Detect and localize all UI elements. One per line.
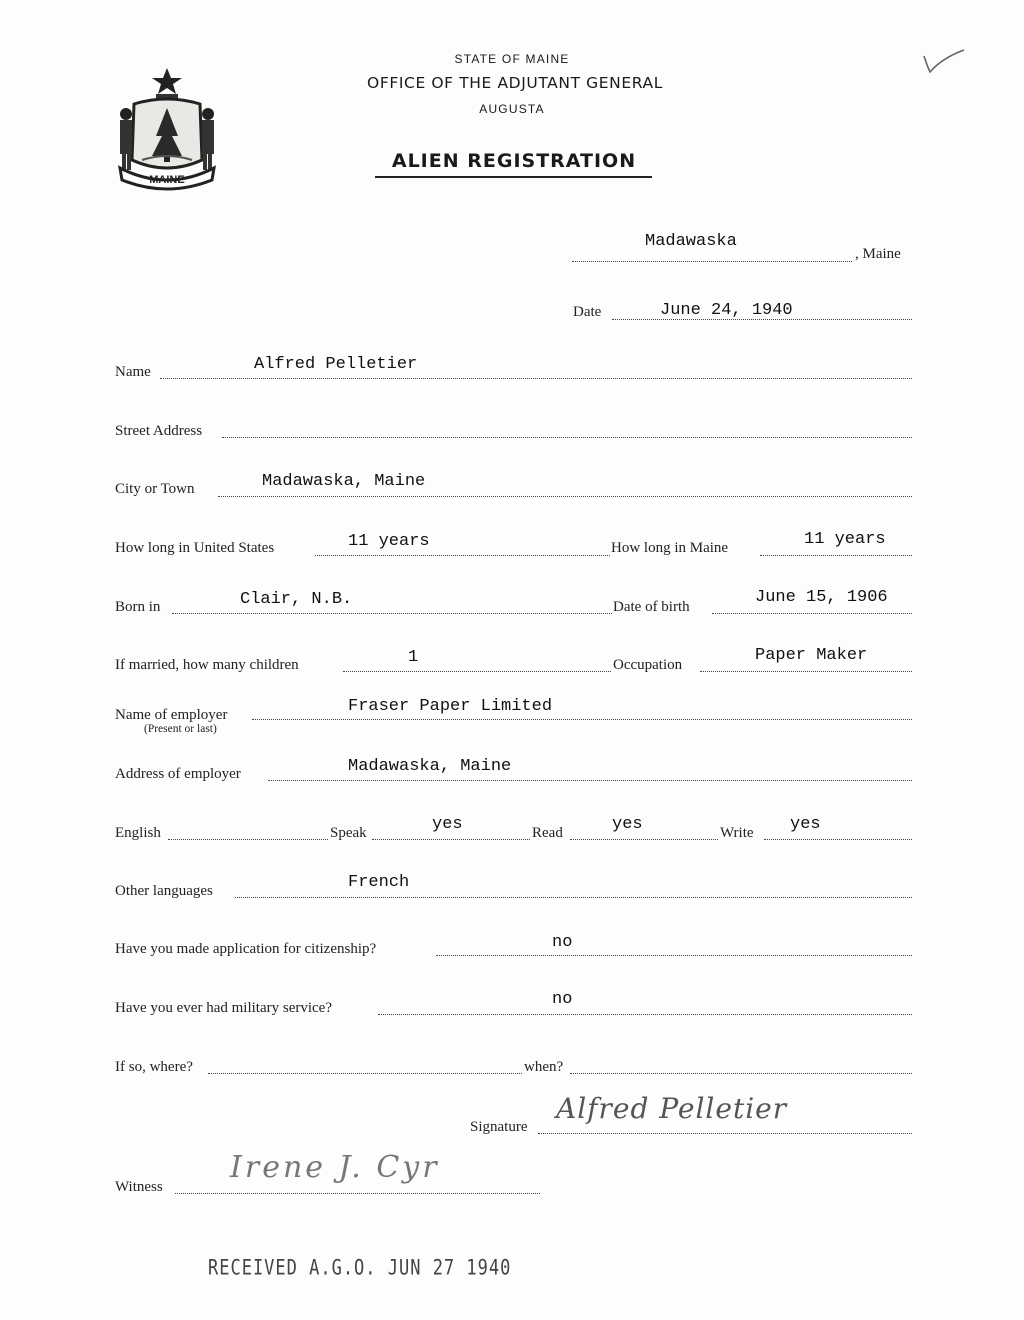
city-value: Madawaska, Maine bbox=[262, 472, 426, 491]
write-value: yes bbox=[790, 815, 821, 834]
years-maine-value: 11 years bbox=[804, 530, 886, 549]
military-line bbox=[378, 1014, 912, 1015]
citizenship-value: no bbox=[552, 933, 573, 952]
signature-value: Alfred Pelletier bbox=[556, 1092, 788, 1125]
page-title: ALIEN REGISTRATION bbox=[391, 150, 637, 172]
employer-value: Fraser Paper Limited bbox=[348, 697, 553, 716]
years-maine-line bbox=[760, 555, 912, 556]
city-line bbox=[218, 496, 912, 497]
maine-state-seal-icon bbox=[112, 64, 222, 192]
town-value: Madawaska bbox=[645, 232, 737, 251]
dob-line bbox=[712, 613, 912, 614]
date-value: June 24, 1940 bbox=[660, 301, 793, 320]
english-label: English bbox=[115, 825, 161, 841]
street-label: Street Address bbox=[115, 423, 203, 439]
military-value: no bbox=[552, 990, 573, 1009]
occupation-label: Occupation bbox=[613, 657, 683, 673]
city-label: City or Town bbox=[115, 481, 195, 497]
born-line bbox=[172, 613, 612, 614]
dob-value: June 15, 1906 bbox=[755, 588, 888, 607]
header-city: AUGUSTA bbox=[479, 102, 545, 116]
seal-motto-text: MAINE bbox=[149, 174, 185, 186]
born-value: Clair, N.B. bbox=[240, 590, 353, 609]
other-languages-line bbox=[235, 897, 912, 898]
read-value: yes bbox=[612, 815, 643, 834]
signature-line bbox=[538, 1133, 912, 1134]
military-label: Have you ever had military service? bbox=[115, 1000, 332, 1016]
name-label: Name bbox=[115, 364, 151, 380]
when-label: when? bbox=[524, 1059, 564, 1075]
english-line bbox=[168, 839, 328, 840]
occupation-value: Paper Maker bbox=[755, 646, 868, 665]
years-us-label: How long in United States bbox=[115, 540, 275, 556]
witness-line bbox=[175, 1193, 540, 1194]
received-stamp: RECEIVED A.G.O. JUN 27 1940 bbox=[208, 1255, 512, 1281]
citizenship-label: Have you made application for citizenship? bbox=[115, 941, 377, 957]
employer-line bbox=[252, 719, 912, 720]
read-label: Read bbox=[532, 825, 563, 841]
town-line bbox=[572, 261, 852, 262]
header-office: OFFICE OF THE ADJUTANT GENERAL bbox=[367, 74, 663, 92]
name-value: Alfred Pelletier bbox=[254, 355, 418, 374]
when-line bbox=[570, 1073, 912, 1074]
employer-label: Name of employer bbox=[115, 707, 228, 723]
employer-address-line bbox=[268, 780, 912, 781]
children-value: 1 bbox=[408, 648, 419, 667]
employer-address-label: Address of employer bbox=[115, 766, 241, 782]
born-label: Born in bbox=[115, 599, 161, 615]
children-label: If married, how many children bbox=[115, 657, 299, 673]
street-line bbox=[222, 437, 912, 438]
years-us-value: 11 years bbox=[348, 532, 430, 551]
other-languages-value: French bbox=[348, 873, 410, 892]
citizenship-line bbox=[436, 955, 912, 956]
title-underline bbox=[375, 176, 652, 178]
where-line bbox=[208, 1073, 522, 1074]
speak-line bbox=[372, 839, 530, 840]
speak-label: Speak bbox=[330, 825, 367, 841]
other-languages-label: Other languages bbox=[115, 883, 213, 899]
employer-sublabel: (Present or last) bbox=[144, 723, 217, 735]
header-state: STATE OF MAINE bbox=[454, 52, 570, 66]
where-label: If so, where? bbox=[115, 1059, 193, 1075]
children-line bbox=[343, 671, 611, 672]
witness-label: Witness bbox=[115, 1179, 163, 1195]
speak-value: yes bbox=[432, 815, 463, 834]
years-us-line bbox=[315, 555, 610, 556]
signature-label: Signature bbox=[470, 1119, 528, 1135]
read-line bbox=[570, 839, 718, 840]
witness-value: Irene J. Cyr bbox=[230, 1150, 440, 1185]
occupation-line bbox=[700, 671, 912, 672]
write-label: Write bbox=[720, 825, 754, 841]
dob-label: Date of birth bbox=[613, 599, 690, 615]
check-mark-icon bbox=[920, 46, 968, 76]
employer-address-value: Madawaska, Maine bbox=[348, 757, 512, 776]
years-maine-label: How long in Maine bbox=[611, 540, 729, 556]
name-line bbox=[160, 378, 912, 379]
write-line bbox=[764, 839, 912, 840]
town-suffix: , Maine bbox=[855, 246, 901, 262]
date-label: Date bbox=[573, 304, 602, 320]
